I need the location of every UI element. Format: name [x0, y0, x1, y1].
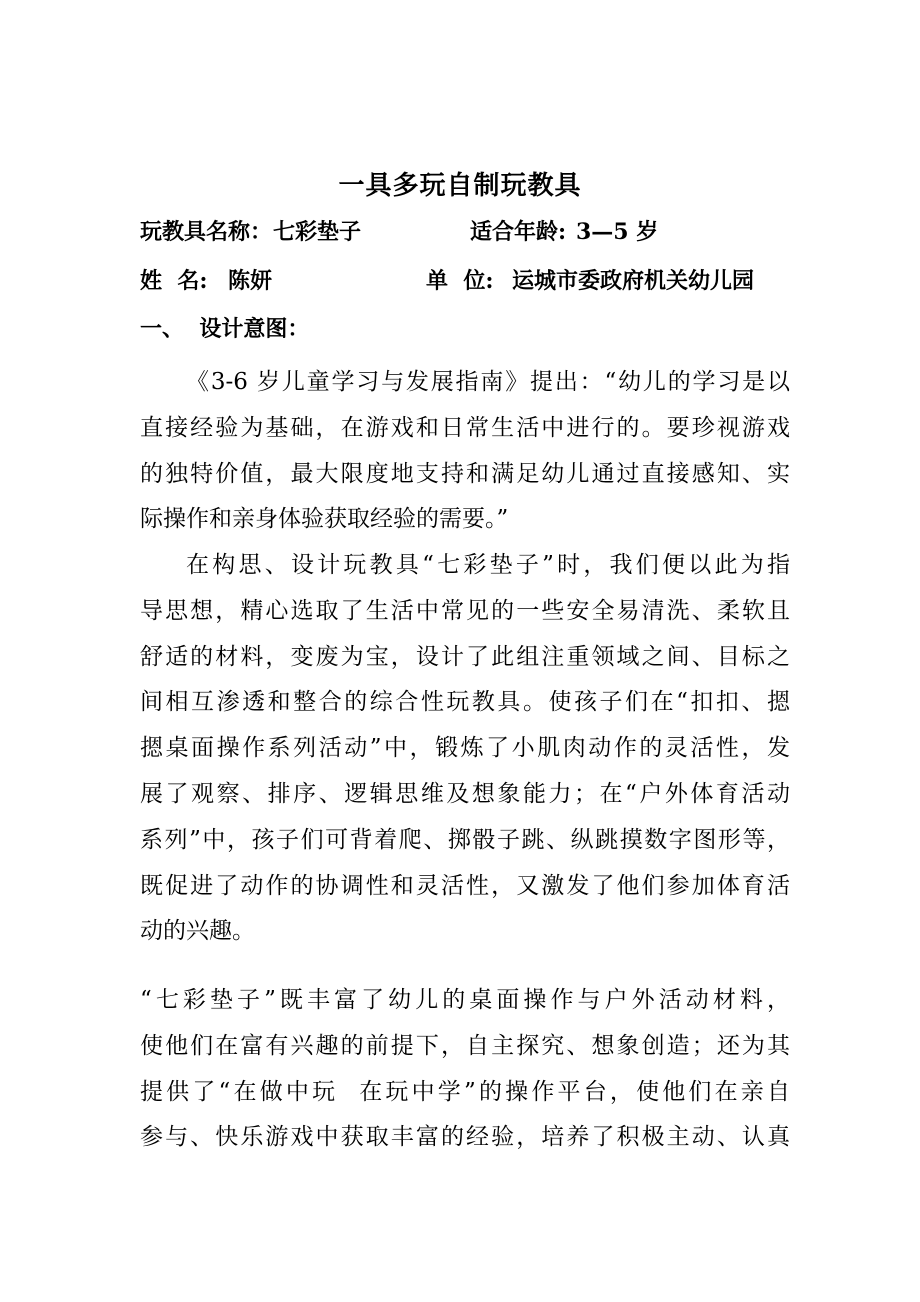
paragraph-2 — [140, 543, 790, 955]
paragraph-line: 导思想，精心选取了生活中常见的一些安全易清洗、柔软且 — [140, 597, 790, 624]
paragraph-line: 《3-6 岁儿童学习与发展指南》提出：“幼儿的学习是以 — [186, 369, 790, 395]
paragraph-line: 使他们在富有兴趣的前提下，自主探究、想象创造；还为其 — [140, 1032, 790, 1059]
paragraph-line: 提供了“在做中玩 在玩中学”的操作平台，使他们在亲自 — [140, 1078, 790, 1105]
unit-label: 单 位: — [426, 268, 494, 294]
paragraph-line: 动的兴趣。 — [140, 918, 255, 945]
toy-name-label: 玩教具名称： — [140, 219, 273, 245]
paragraph-line: “七彩垫子”既丰富了幼儿的桌面操作与户外活动材料， — [140, 987, 790, 1013]
document-title: 一具多玩自制玩教具 — [338, 171, 582, 201]
paragraph-line: 参与、快乐游戏中获取丰富的经验，培养了积极主动、认真 — [140, 1124, 790, 1151]
paragraph-1 — [140, 360, 790, 543]
paragraph-line: 摁桌面操作系列活动”中，锻炼了小肌肉动作的灵活性，发 — [140, 735, 790, 762]
paragraph-line: 间相互渗透和整合的综合性玩教具。使孩子们在“扣扣、摁 — [140, 689, 790, 716]
paragraph-line: 直接经验为基础，在游戏和日常生活中进行的。要珍视游戏 — [140, 414, 790, 441]
age-label: 适合年龄: — [470, 219, 567, 245]
paragraph-line: 展了观察、排序、逻辑思维及想象能力；在“户外体育活动 — [140, 780, 790, 807]
author-label: 姓 名: — [140, 268, 208, 294]
paragraph-line: 际操作和亲身体验获取经验的需要。” — [140, 506, 509, 533]
paragraph-3 — [140, 978, 790, 1161]
author-value: 陈妍 — [228, 268, 273, 294]
section-heading-design-intent: 一、 设计意图： — [140, 316, 310, 342]
age-value: 3—5 岁 — [576, 219, 659, 245]
unit-value: 运城市委政府机关幼儿园 — [512, 268, 755, 294]
paragraph-line: 舒适的材料，变废为宝，设计了此组注重领域之间、目标之 — [140, 643, 790, 670]
paragraph-line: 系列”中，孩子们可背着爬、掷骰子跳、纵跳摸数字图形等， — [140, 826, 790, 853]
paragraph-line: 既促进了动作的协调性和灵活性，又激发了他们参加体育活 — [140, 872, 790, 899]
paragraph-line: 的独特价值，最大限度地支持和满足幼儿通过直接感知、实 — [140, 460, 790, 487]
paragraph-line: 在构思、设计玩教具“七彩垫子”时，我们便以此为指 — [186, 552, 790, 578]
toy-name-value: 七彩垫子 — [273, 219, 362, 245]
